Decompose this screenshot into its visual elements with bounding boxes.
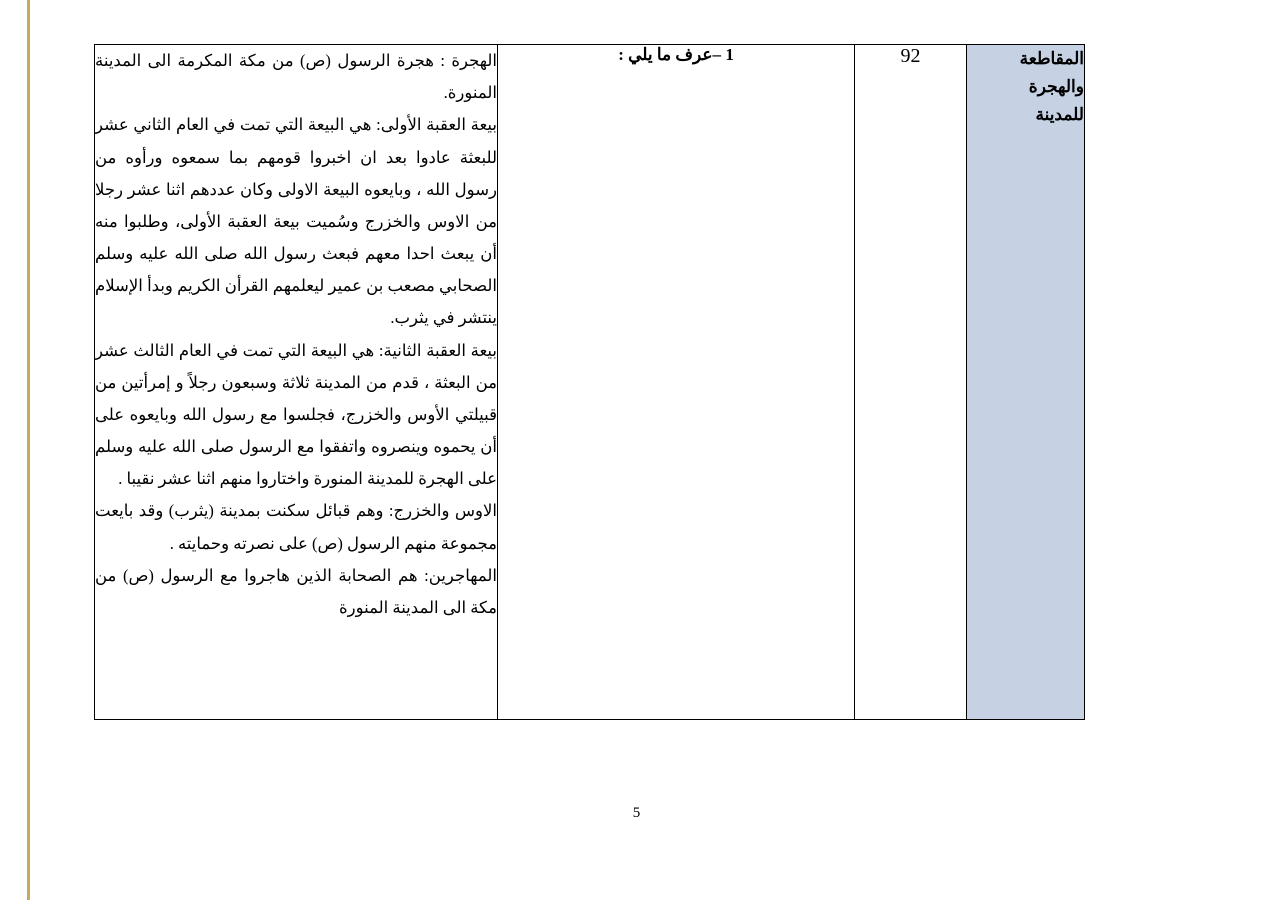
topic-line-3: للمدينة [1035, 105, 1084, 125]
answer-paragraph-4: الاوس والخزرج: وهم قبائل سكنت بمدينة (يثرب) وقد بايعت مجموعة منهم الرسول (ص) على نصرته وحمايته . [95, 501, 497, 553]
table-row [95, 45, 1085, 720]
page-number: 5 [632, 805, 641, 821]
topic-line-2: والهجرة [1028, 77, 1084, 97]
answer-paragraph-2: بيعة العقبة الأولى: هي البيعة التي تمت في العام الثاني عشر للبعثة عادوا بعد ان اخبروا قومهم بما سمعوه ورأوه من رسول الله ، وبايعوه البيعة الاولى وكان عددهم اثنا عشر رجلا من الاوس والخزرج وسُميت بيعة العقبة الأولى، وطلبوا منه أن يبعث احدا معهم فبعث رسول الله صلى الله عليه وسلم الصحابي مصعب بن عمير ليعلمهم القرأن الكريم وبدأ الإسلام ينتشر في يثرب. [95, 115, 497, 328]
question-cell: 1 –عرف ما يلي : [498, 45, 855, 720]
page-reference-cell: 92 [855, 45, 967, 720]
answer-cell [95, 45, 498, 720]
answer-paragraph-3: بيعة العقبة الثانية: هي البيعة التي تمت في العام الثالث عشر من البعثة ، قدم من المدينة ثلاثة وسبعون رجلاً و إمرأتين من قبيلتي الأوس والخزرج، فجلسوا مع رسول الله وبايعوه على أن يحموه وينصروه واتفقوا مع الرسول صلى الله عليه وسلم على الهجرة للمدينة المنورة واختاروا منهم اثنا عشر نقيبا . [95, 340, 497, 489]
content-table [94, 44, 1085, 720]
page-left-margin-rule [27, 0, 30, 900]
answer-paragraph-1: الهجرة : هجرة الرسول (ص) من مكة المكرمة الى المدينة المنورة. [95, 51, 497, 103]
topic-cell [967, 45, 1085, 720]
answer-paragraph-5: المهاجرين: هم الصحابة الذين هاجروا مع الرسول (ص) من مكة الى المدينة المنورة [95, 565, 497, 617]
topic-line-1: المقاطعة [1019, 49, 1084, 68]
